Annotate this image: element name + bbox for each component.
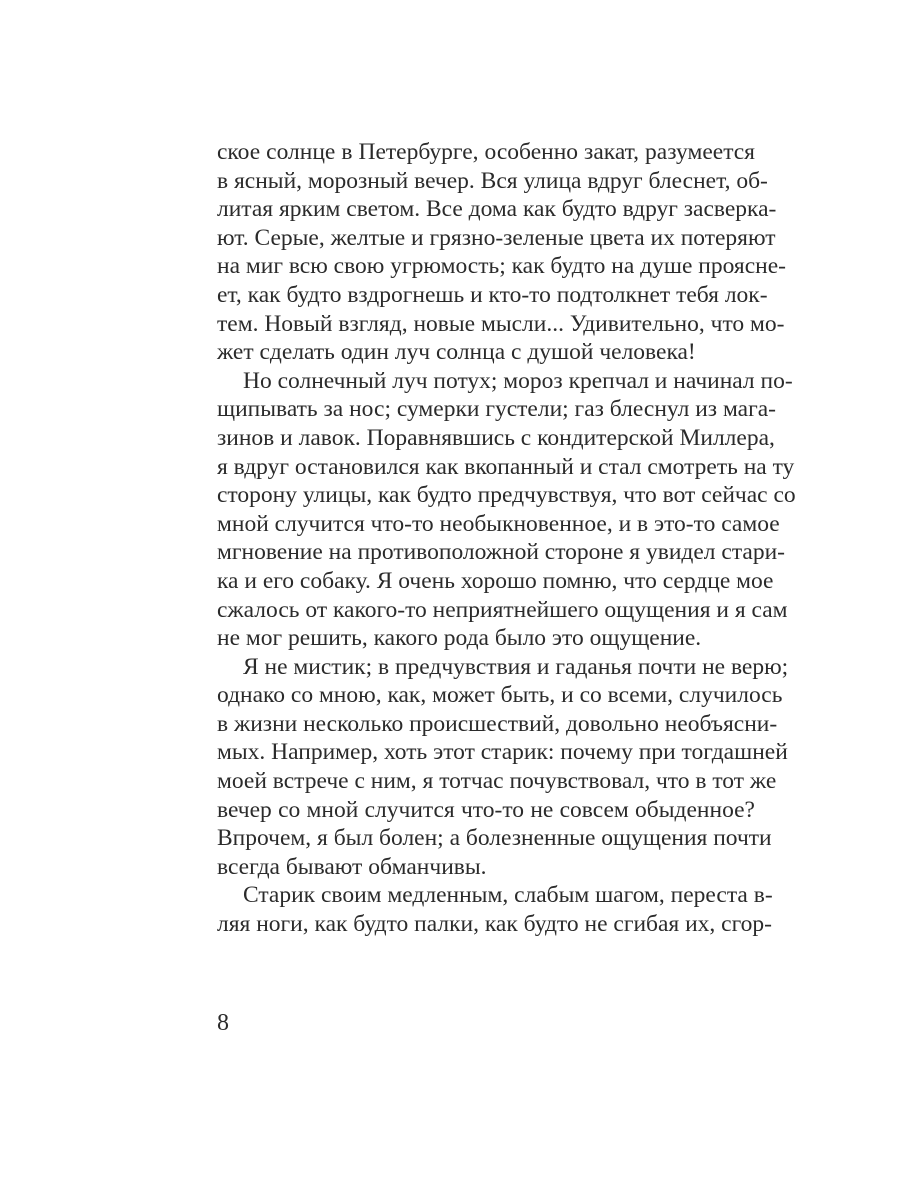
body-text [217,138,796,939]
paragraph-1 [217,138,786,367]
text-line: тем. Новый взгляд, новые мысли... Удивительно, что мо- [217,310,785,337]
text-line: ское солнце в Петербурге, особенно закат, разумеется [217,139,755,165]
text-line: в ясный, морозный вечер. Вся улица вдруг блеснет, об- [217,167,768,194]
text-line: жет сделать один луч солнца с душой человека! [217,339,696,366]
text-line: мгновение на противоположной стороне я увидел стари- [217,539,785,566]
text-line: зинов и лавок. Поравнявшись с кондитерской Миллера, [217,424,775,451]
text-line: ка и его собаку. Я очень хорошо помню, что сердце мое [217,567,774,594]
paragraph-4 [217,881,773,938]
text-line: мной случится что-то необыкновенное, и в это-то самое [217,510,780,537]
page-number: 8 [217,1010,229,1036]
text-line: сжалось от какого-то неприятнейшего ощущения и я сам [217,596,788,623]
text-line: Но солнечный луч потух; мороз крепчал и начинал по- [243,367,793,394]
paragraph-3 [217,653,789,882]
text-line: мых. Например, хоть этот старик: почему при тогдашней [217,739,788,766]
text-line: Впрочем, я был болен; а болезненные ощущения почти [217,825,772,852]
text-line: моей встрече с ним, я тотчас почувствовал, что в тот же [217,768,777,795]
paragraph-2 [217,367,796,653]
text-line: ет, как будто вздрогнешь и кто-то подтолкнет тебя лок- [217,281,768,308]
text-line: сторону улицы, как будто предчувствуя, что вот сейчас со [217,482,796,509]
text-line: Старик своим медленным, слабым шагом, переста в- [243,882,773,909]
text-line: всегда бывают обманчивы. [217,853,487,880]
text-line: щипывать за нос; сумерки густели; газ блеснул из мага- [217,396,776,423]
text-line: не мог решить, какого рода было это ощущение. [217,625,702,652]
text-line: Я не мистик; в предчувствия и гаданья почти не верю; [243,653,789,680]
text-line: литая ярким светом. Все дома как будто вдруг засверка- [217,196,777,223]
text-line: ляя ноги, как будто палки, как будто не сгибая их, сгор- [217,911,772,938]
text-line: на миг всю свою угрюмость; как будто на душе проясне- [217,253,786,280]
text-line: однако со мною, как, может быть, и со всеми, случилось [217,682,783,709]
text-line: ют. Серые, желтые и грязно-зеленые цвета их потеряют [217,224,776,251]
text-line: в жизни несколько происшествий, довольно необъясни- [217,710,778,737]
text-line: я вдруг остановился как вкопанный и стал смотреть на ту [217,453,795,480]
text-line: вечер со мной случится что-то не совсем обыденное? [217,796,755,823]
